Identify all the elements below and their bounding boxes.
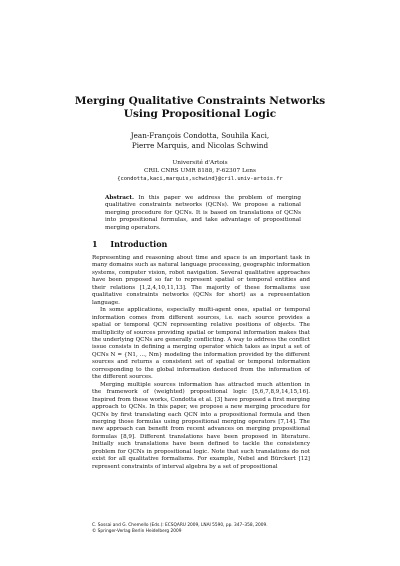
affiliation <box>40 159 360 183</box>
paragraph-3: Merging multiple sources information has attracted much attention in the framework of (weighted) propositional logic [5,6,7,8,9,14,15,16]. Inspired from these works, Condotta et al. [3] have proposed a first merging approach to QCNs. In this paper, we propose a new merging procedure for QCNs by first translating each QCN into a propositional formula and then merging those formulas using propositional merging operators [7,14]. The new approach can benefit from recent advances on merging propositional formulas [8,9]. Different translations have been proposed in literature. Initially such translations have been defined to tackle the consistency problem for QCNs in propositional logic. Note that such translations do not exist for all qualitative formalisms. For example, Nebel and Bürckert [12] represent constraints of interval algebra by a set of propositional <box>92 381 310 470</box>
author-emails: {condotta,kaci,marquis,schwind}@cril.univ-artois.fr <box>117 176 283 182</box>
page-footer <box>92 523 312 534</box>
section-number: 1 <box>92 239 98 249</box>
abstract-label: Abstract. <box>105 195 134 201</box>
footer-copyright: © Springer-Verlag Berlin Heidelberg 2009 <box>92 528 182 534</box>
paper-title-line-2: Using Propositional Logic <box>123 108 277 120</box>
paper-title-line-1: Merging Qualitative Constraints Networks <box>74 95 326 107</box>
section-body <box>92 255 310 471</box>
abstract <box>105 195 301 232</box>
section-title: Introduction <box>110 239 168 249</box>
authors-line-1: Jean-François Condotta, Souhila Kaci, <box>130 131 270 140</box>
affiliation-university: Université d'Artois <box>172 160 228 166</box>
section-heading <box>92 239 167 249</box>
paragraph-1: Representing and reasoning about time and space is an important task in many domains such as natural language processing, geographic information systems, computer vision, robot navigation. Several qualitative approaches have been proposed so far to represent spatial or temporal entities and their relations [1,2,4,10,11,13]. The majority of these formalisms use qualitative constraints networks (QCNs for short) as a representation language. <box>92 255 310 306</box>
authors <box>40 131 360 150</box>
affiliation-lab: CRIL CNRS UMR 8188, F-62307 Lens <box>144 168 256 174</box>
authors-line-2: Pierre Marquis, and Nicolas Schwind <box>131 140 269 150</box>
paragraph-2: In some applications, especially multi-agent ones, spatial or temporal information comes from different sources, i.e. each source provides a spatial or temporal QCN representing relative positions of objects. The multiplicity of sources providing spatial or temporal information makes that the underlying QCNs are generally conflicting. A way to address the conflict issue consists in defining a merging operator which takes as input a set of QCNs N = {N1, ..., Nm} modeling the information provided by the different sources and returns a consistent set of spatial or temporal information corresponding to the global information deduced from the information of the different sources. <box>92 307 310 381</box>
abstract-text: In this paper we address the problem of merging qualitative constraints networks (QCNs). We propose a rational merging procedure for QCNs. It is based on translations of QCNs into propositional formulas, and take advantage of propositional merging operators. <box>105 195 301 231</box>
footer-citation: C. Sossai and G. Chemello (Eds.): ECSQARU 2009, LNAI 5590, pp. 347–358, 2009. <box>92 523 268 528</box>
